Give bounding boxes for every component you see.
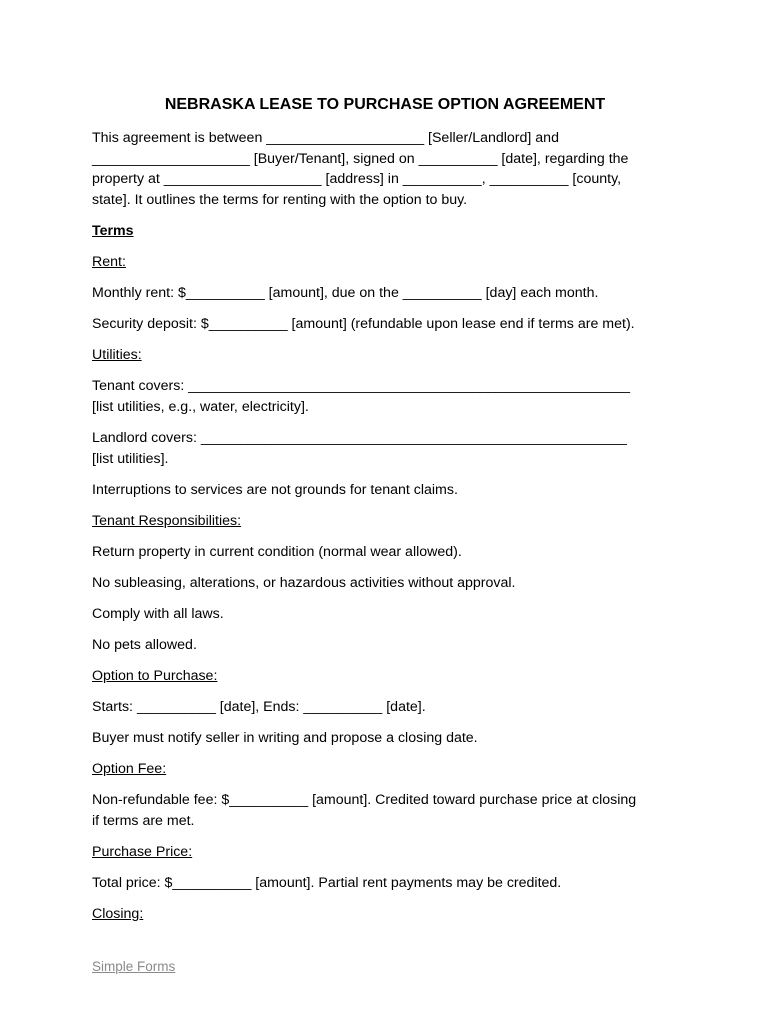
option-fee-heading: Option Fee: <box>92 761 167 777</box>
tenant-covers-detail: [list utilities, e.g., water, electricity]. <box>92 399 309 415</box>
option-to-purchase-heading: Option to Purchase: <box>92 668 218 684</box>
intro-line-1: This agreement is between ____________________ [Seller/Landlord] and <box>92 130 559 146</box>
option-fee-line-1: Non-refundable fee: $__________ [amount]. Credited toward purchase price at closing <box>92 792 637 808</box>
total-price-line: Total price: $__________ [amount]. Partial rent payments may be credited. <box>92 875 562 891</box>
responsibility-item: Comply with all laws. <box>92 606 224 622</box>
intro-line-4: state]. It outlines the terms for renting with the option to buy. <box>92 192 468 209</box>
closing-heading: Closing: <box>92 906 144 922</box>
simple-forms-link[interactable]: Simple Forms <box>92 959 176 974</box>
landlord-covers-line: Landlord covers: ______________________________________________________ <box>92 430 627 446</box>
security-deposit-line: Security deposit: $__________ [amount] (refundable upon lease end if terms are met). <box>92 316 635 332</box>
responsibility-item: Return property in current condition (normal wear allowed). <box>92 544 462 560</box>
intro-line-2: ____________________ [Buyer/Tenant], signed on __________ [date], regarding the <box>92 150 629 167</box>
option-fee-line-2: if terms are met. <box>92 813 195 829</box>
option-dates-line: Starts: __________ [date], Ends: __________ [date]. <box>92 699 426 715</box>
option-notice-line: Buyer must notify seller in writing and propose a closing date. <box>92 730 478 746</box>
landlord-covers-detail: [list utilities]. <box>92 451 169 467</box>
utilities-heading: Utilities: <box>92 347 142 363</box>
tenant-responsibilities-heading: Tenant Responsibilities: <box>92 513 242 529</box>
responsibility-item: No pets allowed. <box>92 637 197 653</box>
rent-heading: Rent: <box>92 254 126 270</box>
responsibility-item: No subleasing, alterations, or hazardous activities without approval. <box>92 575 516 591</box>
monthly-rent-line: Monthly rent: $__________ [amount], due on the __________ [day] each month. <box>92 285 599 301</box>
terms-heading: Terms <box>92 223 134 239</box>
tenant-covers-line: Tenant covers: ________________________________________________________ <box>92 378 631 394</box>
interruptions-line: Interruptions to services are not grounds for tenant claims. <box>92 482 458 498</box>
purchase-price-heading: Purchase Price: <box>92 844 193 860</box>
document-title: NEBRASKA LEASE TO PURCHASE OPTION AGREEMENT <box>164 96 606 113</box>
intro-line-3: property at ____________________ [address] in __________, __________ [county, <box>92 171 622 188</box>
intro-paragraph <box>92 128 692 211</box>
